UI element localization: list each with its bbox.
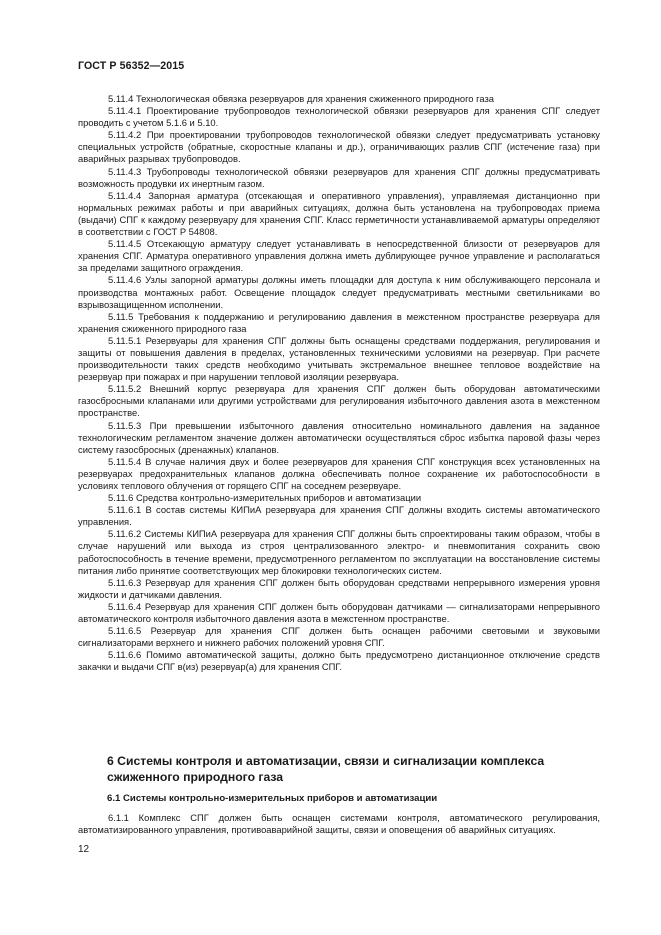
clause-paragraph: 5.11.4.6 Узлы запорной арматуры должны иметь площадки для доступа к ним обслуживающего персонала и производства монтажных работ. Освещение площадок следует предусматривать местными светильниками во взрывозащищенном исполнении.	[78, 274, 600, 310]
clause-paragraph: 6.1.1 Комплекс СПГ должен быть оснащен системами контроля, автоматического регулирования, автоматизированного управления, противоаварийной защиты, связи и оповещения об аварийных ситуациях.	[78, 812, 600, 836]
clause-heading: 5.11.6 Средства контрольно-измерительных приборов и автоматизации	[108, 492, 422, 504]
clause-heading: 5.11.5 Требования к поддержанию и регулированию давления в межстенном пространстве резервуара для хранения сжиженного природного газа	[78, 310, 600, 334]
clause-paragraph: 5.11.6.4 Резервуар для хранения СПГ должен быть оборудован датчиками — сигнализаторами непрерывного автоматического контроля избыточного давления азота в межстенном пространстве.	[78, 600, 600, 625]
clause-paragraph: 5.11.4.2 При проектировании трубопроводов технологической обвязки следует предусматривать установку специальных устройств (обратные, скоростные клапаны и др.), ограничивающих разлив СПГ (истечение газа) при аварийных разрывах трубопроводов.	[78, 129, 600, 165]
page-number: 12	[78, 844, 90, 855]
body-text	[78, 93, 600, 674]
clause-paragraph: 5.11.6.6 Помимо автоматической защиты, должно быть предусмотрено дистанционное отключение средств закачки и выдачи СПГ в(из) резервуар(а) для хранения СПГ.	[78, 649, 600, 673]
clause-paragraph: 5.11.6.1 В состав системы КИПиА резервуара для хранения СПГ должны входить системы автоматического управления.	[78, 504, 600, 528]
document-header: ГОСТ Р 56352—2015	[78, 60, 185, 72]
section-heading: 6 Системы контроля и автоматизации, связи и сигнализации комплекса сжиженного природного газа	[107, 754, 545, 784]
clause-heading: 5.11.4 Технологическая обвязка резервуаров для хранения сжиженного природного газа	[108, 93, 494, 104]
clause-paragraph: 5.11.6.2 Системы КИПиА резервуара для хранения СПГ должны быть спроектированы таким образом, чтобы в случае нарушений или выхода из строя централизованного электро- и пневмопитания сохранить свою работоспособность в течение времени, предусмотренного регламентом по эксплуатации на восстановление системы питания либо принятие соответствующих мер блокировки технологических систем.	[78, 528, 600, 576]
clause-paragraph: 5.11.4.5 Отсекающую арматуру следует устанавливать в непосредственной близости от резервуаров для хранения СПГ. Арматура оперативного управления должна иметь дублирующее ручное управление и располагаться за пределами защитного ограждения.	[78, 238, 600, 274]
clause-paragraph: 5.11.5.1 Резервуары для хранения СПГ должны быть оснащены средствами поддержания, регулирования и защиты от повышения давления в пределах, установленных техническими условиями на резервуар. При расчете производительности таких средств необходимо учитывать экстремальное внешнее тепловое воздействие на резервуар при пожарах и при нарушении тепловой изоляции резервуара.	[78, 334, 600, 383]
clause-paragraph: 5.11.4.4 Запорная арматура (отсекающая и оперативного управления), управляемая дистанционно при нормальных режимах работы и при аварийных ситуациях, должна быть установлена на трубопроводах приема (выдачи) СПГ к каждому резервуару для хранения СПГ. Класс герметичности устанавливаемой арматуры определяют в соответствии с ГОСТ Р 54808.	[78, 189, 600, 238]
clause-paragraph: 5.11.5.3 При превышении избыточного давления относительно номинального давления на заданное технологическим регламентом значение должен автоматически осуществляться сброс избытка паровой фазы через систему газосбросных (дренажных) клапанов.	[78, 419, 600, 455]
clause-paragraph: 5.11.5.2 Внешний корпус резервуара для хранения СПГ должен быть оборудован автоматическими газосбросными клапанами или другими устройствами для регулирования избыточного давления азота в межстенном пространстве.	[78, 383, 600, 419]
clause-paragraph: 5.11.4.3 Трубопроводы технологической обвязки резервуаров для хранения СПГ должны предусматривать возможность продувки их инертным газом.	[78, 165, 600, 189]
clause-paragraph: 5.11.6.3 Резервуар для хранения СПГ должен быть оборудован средствами непрерывного измерения уровня жидкости и датчиками давления.	[78, 576, 600, 600]
clause-paragraph: 5.11.5.4 В случае наличия двух и более резервуаров для хранения СПГ конструкция всех установленных на резервуарах предохранительных клапанов должна обеспечивать полное сохранение их работоспособности в условиях теплового облучения от горящего СПГ на соседнем резервуаре.	[78, 455, 600, 491]
clause-paragraph: 5.11.6.5 Резервуар для хранения СПГ должен быть оснащен рабочими световыми и звуковыми сигнализаторами верхнего и нижнего рабочих положений уровня СПГ.	[78, 625, 600, 649]
subsection-heading: 6.1 Системы контрольно-измерительных приборов и автоматизации	[107, 793, 438, 804]
clause-paragraph: 5.11.4.1 Проектирование трубопроводов технологической обвязки резервуаров для хранения СПГ следует проводить с учетом 5.1.6 и 5.10.	[78, 105, 600, 129]
